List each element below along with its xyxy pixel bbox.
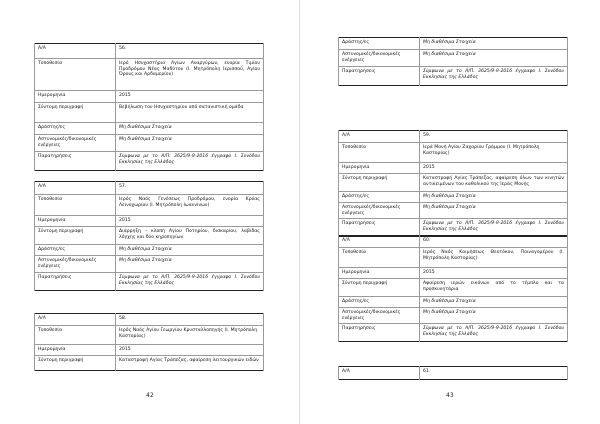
field-label: Τοποθεσία [339,248,420,268]
table-row [339,67,568,86]
field-value: 2015 [116,91,264,103]
record-table [34,181,264,291]
table-row [339,50,568,67]
table-row [35,91,264,103]
field-label: Παρατηρήσεις [35,273,116,291]
right-page [300,0,600,424]
field-value: Μη διαθέσιμα Στοιχεία [420,297,568,308]
record-table [338,366,568,380]
field-value: Αφαίρεση ιερών εικόνων από το τέμπλο και τα προσκυνητάρια [420,279,568,297]
table-row [339,131,568,143]
field-label: Δράστης/ες [35,245,116,256]
field-label: Α/Α [339,367,420,380]
field-value: Μη διαθέσιμα Στοιχεία [116,135,264,152]
field-label: Σύντομη περιγραφή [339,279,420,297]
field-label: Αστυνομικές/δικονομικές ενέργειες [339,50,420,67]
field-label: Δράστης/ες [339,297,420,308]
table-row [35,152,264,171]
table-row [35,245,264,256]
table-row [35,44,264,59]
field-value: 2015 [116,216,264,227]
table-row [339,297,568,308]
field-label: Δράστης/ες [35,123,116,135]
field-value: 56. [116,44,264,59]
table-row [339,143,568,163]
field-value: Ιερός Ναός Γενέσεως Προδρόμου, ενορία Κρύας Λεινοχωρίου (Ι. Μητρόπολη Ιωαννίνων) [116,195,264,216]
table-row [339,203,568,219]
field-value: Μη διαθέσιμα Στοιχεία [420,192,568,203]
table-row [339,236,568,248]
table-row [339,248,568,268]
record-table [338,130,568,237]
table-row [35,356,264,371]
record-table [34,313,264,371]
field-value: Μη διαθέσιμα Στοιχεία [116,256,264,273]
table-row [35,256,264,273]
field-value: Σύμφωνα με το Α/Π. 3625/9-9-2016 έγγραφο Ι. Συνόδου Εκκλησίας της Ελλάδος [420,219,568,237]
field-value: 60. [420,236,568,248]
field-value: Μη διαθέσιμα Στοιχεία [116,123,264,135]
record-table [34,43,264,171]
field-label: Ημερομηνία [35,216,116,227]
field-label: Σύντομη περιγραφή [35,227,116,245]
field-label: Ημερομηνία [35,91,116,103]
field-label: Δράστης/ες [339,192,420,203]
field-label: Αστυνομικές/δικονομικές ενέργειες [339,203,420,219]
field-value: 59. [420,131,568,143]
field-value: Καταστροφή Αγίας Τράπεζας, αφαίρεση λειτουργικών ειδών [116,356,264,371]
table-row [35,216,264,227]
field-label: Τοποθεσία [35,326,116,345]
field-value: Σύμφωνα με το Α/Π. 3625/9-9-2016 έγγραφο Ι. Συνόδου Εκκλησίας της Ελλάδος [420,324,568,342]
table-row [339,324,568,342]
field-label: Α/Α [339,131,420,143]
field-value: Διάρρηξη – κλοπή Αγίου Ποτηρίου, δισκαρίου, λαβίδας λόγχης και δύο κηροπηγίων [116,227,264,245]
table-row [339,174,568,192]
table-row [35,345,264,356]
field-label: Σύντομη περιγραφή [339,174,420,192]
field-label: Α/Α [35,314,116,326]
table-row [339,367,568,380]
field-label: Αστυνομικές/δικονομικές ενέργειες [35,135,116,152]
field-value: 2015 [420,163,568,174]
field-value: 57. [116,182,264,195]
field-value: Ιερός Ναός Κοιμήσεως Θεοτόκου, Ποιναγομέρου (Ι. Μητρόπολη Καστορίας) [420,248,568,268]
field-value: Σύμφωνα με το Α/Π. 3625/9-9-2016 έγγραφο Ι. Συνόδου Εκκλησίας της Ελλάδος [420,67,568,86]
table-row [35,195,264,216]
field-label: Ημερομηνία [339,163,420,174]
field-value: Μη διαθέσιμα Στοιχεία [420,203,568,219]
field-value: 2015 [420,268,568,279]
record-table [338,235,568,342]
field-value: Σύμφωνα με το Α/Π. 3625/9-9-2016 έγγραφο Ι. Συνόδου Εκκλησίας της Ελλάδος [116,152,264,171]
field-value: Ιερά Μονή Αγίου Ζαχαρίου Γράμμου (Ι. Μητρόπολη Καστορίας) [420,143,568,163]
field-label: Τοποθεσία [35,195,116,216]
table-row [35,273,264,291]
table-row [339,192,568,203]
field-value: Ιερό Ησυχαστήριο Αγίων Αναργύρων, ενορία Τιμίου Προδρόμου Νέας Μαδύτου (Ι. Μητρόπολη Ιερισσού, Αγίου Όρους και Αρδαμερίου) [116,59,264,91]
field-label: Α/Α [35,44,116,59]
table-row [35,182,264,195]
field-value: 61. [420,367,568,380]
field-value: 2015 [116,345,264,356]
field-value: Βεβήλωση του Ησυχαστηρίου από σατανιστική ομάδα [116,103,264,123]
field-value: Σύμφωνα με το Α/Π. 3625/9-9-2016 έγγραφο Ι. Συνόδου Εκκλησίας της Ελλάδος [116,273,264,291]
field-value: Μη διαθέσιμα Στοιχεία [116,245,264,256]
field-label: Δράστης/ες [339,38,420,50]
table-row [339,38,568,50]
field-label: Ημερομηνία [35,345,116,356]
field-value: 58. [116,314,264,326]
field-label: Παρατηρήσεις [339,324,420,342]
field-value: Μη διαθέσιμα Στοιχεία [420,38,568,50]
table-row [339,163,568,174]
field-label: Παρατηρήσεις [339,67,420,86]
field-value: Καταστροφή Αγίας Τράπεζας, αφαίρεση όλων των κινητών αντικειμένων του καθολικού της Ιεράς Μονής [420,174,568,192]
field-label: Αστυνομικές/δικονομικές ενέργειες [35,256,116,273]
table-row [35,326,264,345]
field-label: Παρατηρήσεις [339,219,420,237]
field-label: Παρατηρήσεις [35,152,116,171]
field-value: Μη διαθέσιμα Στοιχεία [420,50,568,67]
table-row [35,103,264,123]
field-value: Ιερός Ναός Αγίου Γεωργίου Κρυσταλλοπηγής (Ι. Μητρόπολη Καστορίας) [116,326,264,345]
field-value: Μη διαθέσιμα Στοιχεία [420,308,568,324]
field-label: Τοποθεσία [339,143,420,163]
field-label: Σύντομη περιγραφή [35,103,116,123]
field-label: Ημερομηνία [339,268,420,279]
page-number: 43 [446,392,454,399]
table-row [35,59,264,91]
table-row [339,268,568,279]
field-label: Τοποθεσία [35,59,116,91]
field-label: Α/Α [339,236,420,248]
table-row [35,135,264,152]
page-number: 42 [146,392,154,399]
field-label: Σύντομη περιγραφή [35,356,116,371]
table-row [35,314,264,326]
record-table [338,37,568,86]
table-row [35,227,264,245]
table-row [35,123,264,135]
field-label: Α/Α [35,182,116,195]
table-row [339,308,568,324]
field-label: Αστυνομικές/δικονομικές ενέργειες [339,308,420,324]
table-row [339,279,568,297]
